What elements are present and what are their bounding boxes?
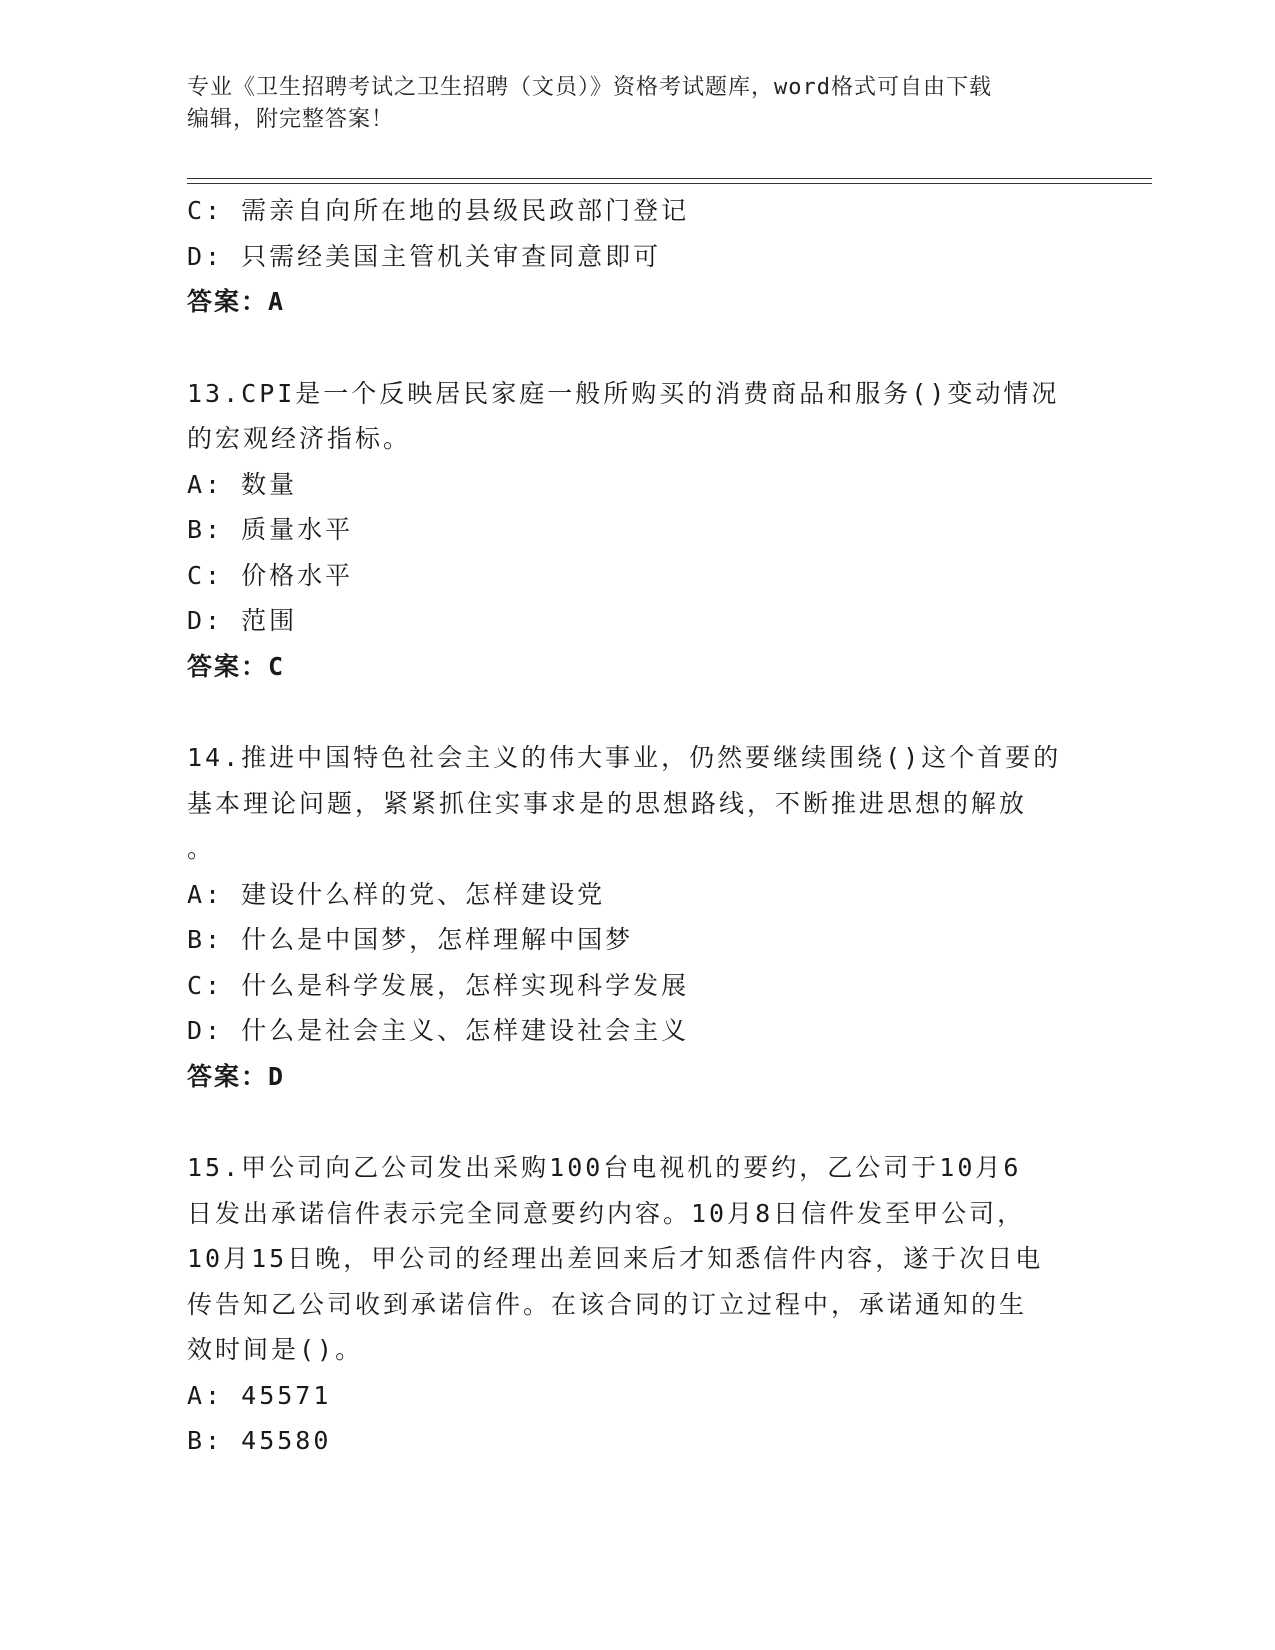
option-d: D: 范围 [187,606,298,635]
question-stem: 日发出承诺信件表示完全同意要约内容。10月8日信件发至甲公司， [187,1198,1026,1228]
answer-label: 答案：D [187,1061,286,1091]
spacer [187,689,1087,735]
document-header [187,72,1067,136]
option-b: B: 什么是中国梦，怎样理解中国梦 [187,925,634,954]
spacer [187,1099,1087,1145]
question-stem: 基本理论问题，紧紧抓住实事求是的思想路线，不断推进思想的解放 [187,788,1028,818]
option-a: A: 数量 [187,469,298,499]
header-divider-top [187,178,1152,179]
header-line-1: 专业《卫生招聘考试之卫生招聘（文员）》资格考试题库，word格式可自由下载 [187,75,992,100]
option-a: A: 45571 [187,1380,332,1410]
question-stem: 15.甲公司向乙公司发出采购100台电视机的要约，乙公司于10月6 [187,1153,1022,1182]
question-12 [187,188,1087,325]
option-c: C: 需亲自向所在地的县级民政部门登记 [187,196,690,225]
question-stem: 的宏观经济指标。 [187,424,412,453]
option-a: A: 建设什么样的党、怎样建设党 [187,879,606,909]
question-stem: 13.CPI是一个反映居民家庭一般所购买的消费商品和服务()变动情况 [187,378,1060,408]
question-stem: 传告知乙公司收到承诺信件。在该合同的订立过程中，承诺通知的生 [187,1289,1028,1319]
option-b: B: 质量水平 [187,515,354,544]
question-content [187,188,1087,1464]
option-c: C: 价格水平 [187,560,354,590]
answer-label: 答案：C [187,651,286,681]
option-d: D: 什么是社会主义、怎样建设社会主义 [187,1016,690,1045]
option-c: C: 什么是科学发展，怎样实现科学发展 [187,970,690,1000]
question-stem: 效时间是()。 [187,1335,364,1364]
question-stem: 10月15日晚，甲公司的经理出差回来后才知悉信件内容，遂于次日电 [187,1244,1044,1273]
option-d: D: 只需经美国主管机关审查同意即可 [187,241,662,271]
answer-label: 答案：A [187,287,286,316]
spacer [187,325,1087,371]
question-stem: 。 [187,834,216,863]
option-b: B: 45580 [187,1426,332,1455]
header-line-2: 编辑，附完整答案！ [187,107,395,132]
question-stem: 14.推进中国特色社会主义的伟大事业，仍然要继续围绕()这个首要的 [187,743,1062,772]
header-divider-bottom [187,183,1152,184]
question-13 [187,371,1087,690]
question-14 [187,735,1087,1099]
question-15 [187,1145,1087,1464]
